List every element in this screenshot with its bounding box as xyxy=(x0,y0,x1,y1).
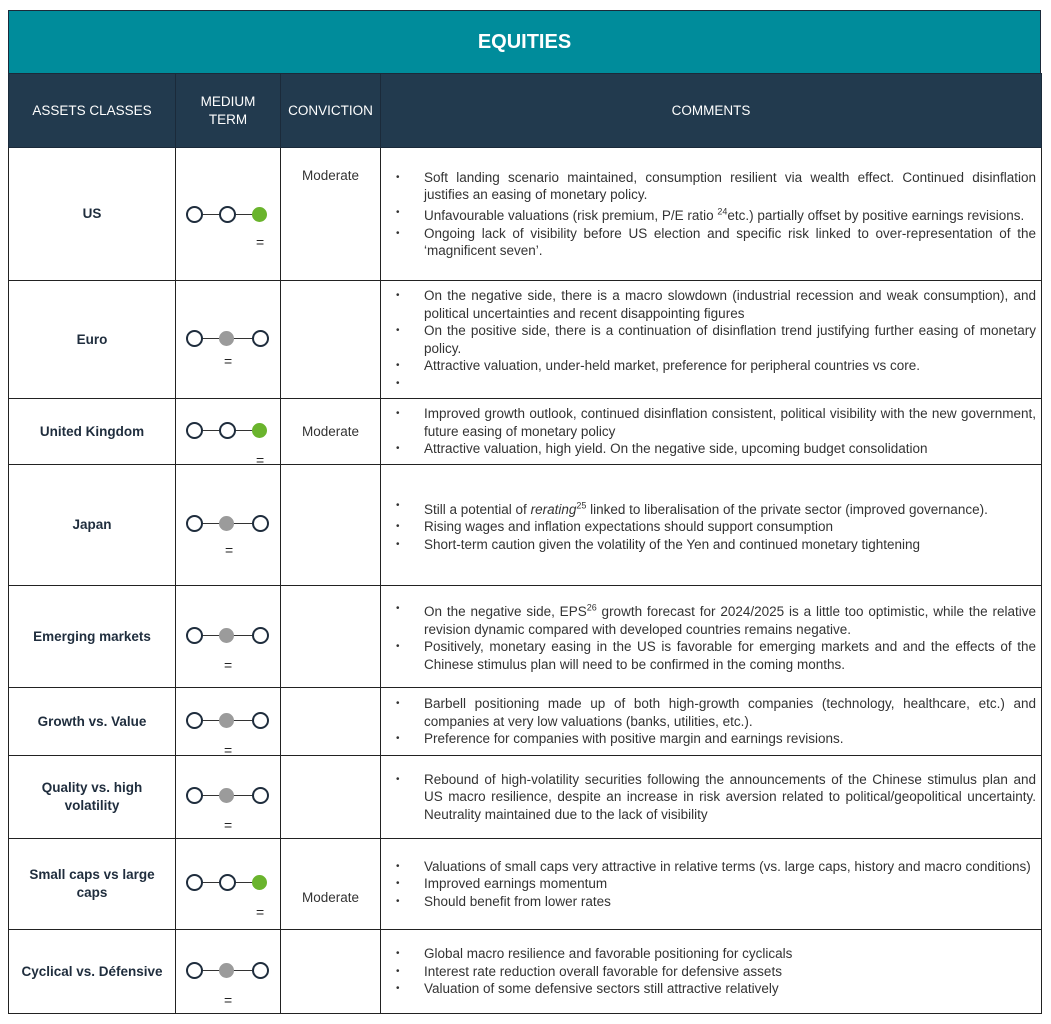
comment-text: Short-term caution given the volatility of the Yen and continued monetary tightening xyxy=(424,536,921,552)
asset-class-cell: Japan xyxy=(9,465,176,586)
conviction-scale-indicator xyxy=(176,184,280,250)
neutral-dot-icon xyxy=(219,516,234,531)
conviction-label: Moderate xyxy=(301,890,360,905)
comment-text: Unfavourable valuations (risk premium, P/E ratio $^{24}$etc.) partially offset by positive earnings revisions. xyxy=(424,206,1025,223)
medium-term-cell xyxy=(176,930,281,1014)
conviction-cell xyxy=(281,688,381,756)
neutral-dot-icon xyxy=(219,331,234,346)
comment-text: Valuations of small caps very attractive in relative terms (vs. large caps, history and macro conditions) xyxy=(424,858,1031,874)
conviction-label: Moderate xyxy=(301,424,360,439)
asset-class-cell: Euro xyxy=(9,281,176,399)
comment-item xyxy=(396,497,1036,518)
bullet-icon: • xyxy=(396,538,400,550)
conviction-cell xyxy=(281,399,381,465)
comments-cell xyxy=(381,148,1042,281)
comments-cell xyxy=(381,756,1042,839)
header-comments: COMMENTS xyxy=(381,74,1042,148)
comment-item xyxy=(396,730,1036,748)
comment-text: On the positive side, there is a continuation of disinflation trend justifying further easing of monetary policy. xyxy=(424,323,1036,356)
empty-dot-icon xyxy=(219,206,236,223)
bullet-icon: • xyxy=(396,878,400,890)
bullet-icon: • xyxy=(396,602,400,614)
conviction-cell xyxy=(281,281,381,399)
bullet-icon: • xyxy=(396,290,400,301)
comment-text: Soft landing scenario maintained, consumption resilient via wealth effect. Continued disinflation justifies an easing of monetary policy. xyxy=(424,169,1036,202)
comments-list xyxy=(381,169,1041,260)
medium-term-cell xyxy=(176,586,281,688)
comments-list xyxy=(381,695,1041,748)
bullet-icon: • xyxy=(396,443,400,455)
asset-class-cell: Cyclical vs. Défensive xyxy=(9,930,176,1014)
empty-dot-icon xyxy=(219,874,236,891)
neutral-dot-icon xyxy=(219,788,234,803)
table-row-euro xyxy=(9,281,1042,399)
comments-cell xyxy=(381,586,1042,688)
asset-class-cell: US xyxy=(9,148,176,281)
equal-sign: = xyxy=(256,904,265,920)
comment-text: Barbell positioning made up of both high-growth companies (technology, healthcare, etc.) and companies at very low valuations (banks, utilities, etc.). xyxy=(424,696,1036,729)
comment-text: Improved growth outlook, continued disinflation consistent, political visibility with the new government, future easing of monetary policy xyxy=(424,406,1036,439)
equal-sign: = xyxy=(224,741,233,758)
conviction-scale-indicator xyxy=(176,495,280,558)
comments-list xyxy=(381,405,1041,458)
table-row-growth-vs-value xyxy=(9,688,1042,756)
page-title: EQUITIES xyxy=(8,10,1041,73)
conviction-cell xyxy=(281,148,381,281)
equal-sign: = xyxy=(256,451,265,468)
comments-cell xyxy=(381,399,1042,465)
comments-list xyxy=(381,858,1041,911)
comment-text: Preference for companies with positive margin and earnings revisions. xyxy=(424,731,844,747)
conviction-scale-indicator xyxy=(176,607,280,673)
equities-table xyxy=(8,73,1042,1014)
asset-class-cell: United Kingdom xyxy=(9,399,176,465)
neutral-dot-icon xyxy=(219,713,234,728)
conviction-scale-indicator xyxy=(176,402,280,468)
positive-dot-icon xyxy=(252,875,267,890)
asset-class-cell: Quality vs. high volatility xyxy=(9,756,176,839)
conviction-cell xyxy=(281,756,381,839)
bullet-icon: • xyxy=(396,360,400,371)
header-assets: ASSETS CLASSES xyxy=(9,74,176,148)
equal-sign: = xyxy=(224,991,233,1008)
comment-item xyxy=(396,405,1036,440)
neutral-dot-icon xyxy=(219,963,234,978)
asset-class-cell: Growth vs. Value xyxy=(9,688,176,756)
comment-item xyxy=(396,858,1036,876)
comment-text: Still a potential of rerating$^{25}$ linked to liberalisation of the private sector (improved governance). xyxy=(424,500,988,517)
equities-table-frame xyxy=(8,10,1041,1014)
conviction-scale-indicator xyxy=(176,854,280,920)
comment-item xyxy=(396,945,1036,963)
empty-dot-icon xyxy=(252,627,269,644)
comment-text: On the negative side, EPS$^{26}$ growth forecast for 2024/2025 is a little too optimistic, while the relative revision dynamic compared with developed countries remains negative. xyxy=(424,602,1036,637)
comment-text: Ongoing lack of visibility before US election and specific risk linked to over-representation of the ‘magnificent seven’. xyxy=(424,225,1036,258)
comment-item xyxy=(396,322,1036,357)
comment-text: Attractive valuation, under-held market, preference for peripheral countries vs core. xyxy=(424,358,920,373)
comment-item xyxy=(396,980,1036,998)
comment-item xyxy=(396,875,1036,893)
comment-item xyxy=(396,204,1036,225)
header-conviction: CONVICTION xyxy=(281,74,381,148)
comments-cell xyxy=(381,930,1042,1014)
comment-item xyxy=(396,440,1036,458)
positive-dot-icon xyxy=(252,207,267,222)
comments-list xyxy=(381,945,1041,998)
comment-item xyxy=(396,357,1036,375)
empty-dot-icon xyxy=(219,422,236,439)
comment-text: On the negative side, there is a macro slowdown (industrial recession and weak consumption), and political uncertainties and recent disappointing figures xyxy=(424,288,1036,321)
empty-dot-icon xyxy=(252,712,269,729)
conviction-cell xyxy=(281,586,381,688)
equal-sign: = xyxy=(224,817,233,833)
comment-text: Should benefit from lower rates xyxy=(424,893,611,909)
bullet-icon: • xyxy=(396,325,400,336)
table-row-japan xyxy=(9,465,1042,586)
table-row-us xyxy=(9,148,1042,281)
medium-term-cell xyxy=(176,399,281,468)
comment-item xyxy=(396,893,1036,911)
conviction-scale-indicator xyxy=(176,767,280,833)
comments-list xyxy=(381,287,1041,392)
conviction-cell xyxy=(281,839,381,930)
bullet-icon: • xyxy=(396,521,400,532)
bullet-icon: • xyxy=(396,227,400,239)
comment-text: Positively, monetary easing in the US is favorable for emerging markets and and the effects of the Chinese stimulus plan will need to be confirmed in the coming months. xyxy=(424,639,1036,672)
table-row-united-kingdom xyxy=(9,399,1042,465)
comment-text xyxy=(424,376,428,391)
empty-dot-icon xyxy=(252,962,269,979)
empty-dot-icon xyxy=(252,515,269,532)
empty-dot-icon xyxy=(186,874,203,891)
comment-text: Valuation of some defensive sectors still attractive relatively xyxy=(424,981,779,997)
empty-dot-icon xyxy=(186,712,203,729)
empty-dot-icon xyxy=(252,330,269,347)
bullet-icon: • xyxy=(396,895,400,907)
table-row-small-caps-vs-large-caps xyxy=(9,839,1042,930)
comments-cell xyxy=(381,839,1042,930)
empty-dot-icon xyxy=(186,515,203,532)
medium-term-cell xyxy=(176,281,281,399)
medium-term-cell xyxy=(176,148,281,281)
bullet-icon: • xyxy=(396,948,400,960)
bullet-icon: • xyxy=(396,500,400,511)
conviction-label: Moderate xyxy=(301,168,360,183)
asset-class-cell: Emerging markets xyxy=(9,586,176,688)
empty-dot-icon xyxy=(186,787,203,804)
comments-cell xyxy=(381,281,1042,399)
empty-dot-icon xyxy=(186,962,203,979)
comment-item xyxy=(396,518,1036,536)
bullet-icon: • xyxy=(396,983,400,995)
comment-item xyxy=(396,638,1036,673)
neutral-dot-icon xyxy=(219,628,234,643)
equal-sign: = xyxy=(224,352,233,369)
comment-item xyxy=(396,771,1036,824)
bullet-icon: • xyxy=(396,698,400,710)
comment-item xyxy=(396,169,1036,204)
comment-item xyxy=(396,536,1036,554)
conviction-cell xyxy=(281,465,381,586)
comment-text: Improved earnings momentum xyxy=(424,876,608,892)
equal-sign: = xyxy=(256,234,265,250)
bullet-icon: • xyxy=(396,773,400,785)
comments-list xyxy=(381,497,1041,553)
comment-item xyxy=(396,225,1036,260)
comment-item xyxy=(396,600,1036,639)
table-row-emerging-markets xyxy=(9,586,1042,688)
comment-item xyxy=(396,695,1036,730)
bullet-icon: • xyxy=(396,860,400,872)
comment-text: Rebound of high-volatility securities following the announcements of the Chinese stimulus plan and US macro resilience, despite an increase in risk aversion related to political/geopolitical uncertainty. Neutrality maintained due to the lack of visibility xyxy=(424,771,1036,822)
header-medium-term-label: MEDIUM TERM xyxy=(200,93,256,127)
empty-dot-icon xyxy=(186,206,203,223)
comment-item xyxy=(396,963,1036,981)
bullet-icon: • xyxy=(396,641,400,653)
table-row-cyclical-vs-d-fensive xyxy=(9,930,1042,1014)
comment-item xyxy=(396,287,1036,322)
conviction-cell xyxy=(281,930,381,1014)
header-medium-term xyxy=(176,74,281,148)
positive-dot-icon xyxy=(252,423,267,438)
comment-item xyxy=(396,375,1036,393)
empty-dot-icon xyxy=(186,422,203,439)
comments-cell xyxy=(381,465,1042,586)
bullet-icon: • xyxy=(396,377,400,389)
bullet-icon: • xyxy=(396,965,400,977)
comment-text: Rising wages and inflation expectations should support consumption xyxy=(424,519,834,534)
comments-cell xyxy=(381,688,1042,756)
empty-dot-icon xyxy=(252,787,269,804)
comments-list xyxy=(381,600,1041,674)
comment-text: Interest rate reduction overall favorable for defensive assets xyxy=(424,963,782,979)
bullet-icon: • xyxy=(396,733,400,745)
empty-dot-icon xyxy=(186,330,203,347)
comments-list xyxy=(381,771,1041,824)
medium-term-cell xyxy=(176,465,281,586)
header-row xyxy=(9,74,1042,148)
comment-text: Attractive valuation, high yield. On the negative side, upcoming budget consolidation xyxy=(424,441,928,457)
conviction-scale-indicator xyxy=(176,310,280,370)
empty-dot-icon xyxy=(186,627,203,644)
equal-sign: = xyxy=(225,542,234,558)
medium-term-cell xyxy=(176,839,281,930)
medium-term-cell xyxy=(176,756,281,839)
conviction-scale-indicator xyxy=(176,942,280,1008)
bullet-icon: • xyxy=(396,206,400,218)
asset-class-cell: Small caps vs large caps xyxy=(9,839,176,930)
medium-term-cell xyxy=(176,688,281,756)
conviction-scale-indicator xyxy=(176,692,280,758)
bullet-icon: • xyxy=(396,171,400,183)
equal-sign: = xyxy=(224,656,233,673)
bullet-icon: • xyxy=(396,408,400,420)
comment-text: Global macro resilience and favorable positioning for cyclicals xyxy=(424,946,793,962)
table-row-quality-vs-high-volatility xyxy=(9,756,1042,839)
